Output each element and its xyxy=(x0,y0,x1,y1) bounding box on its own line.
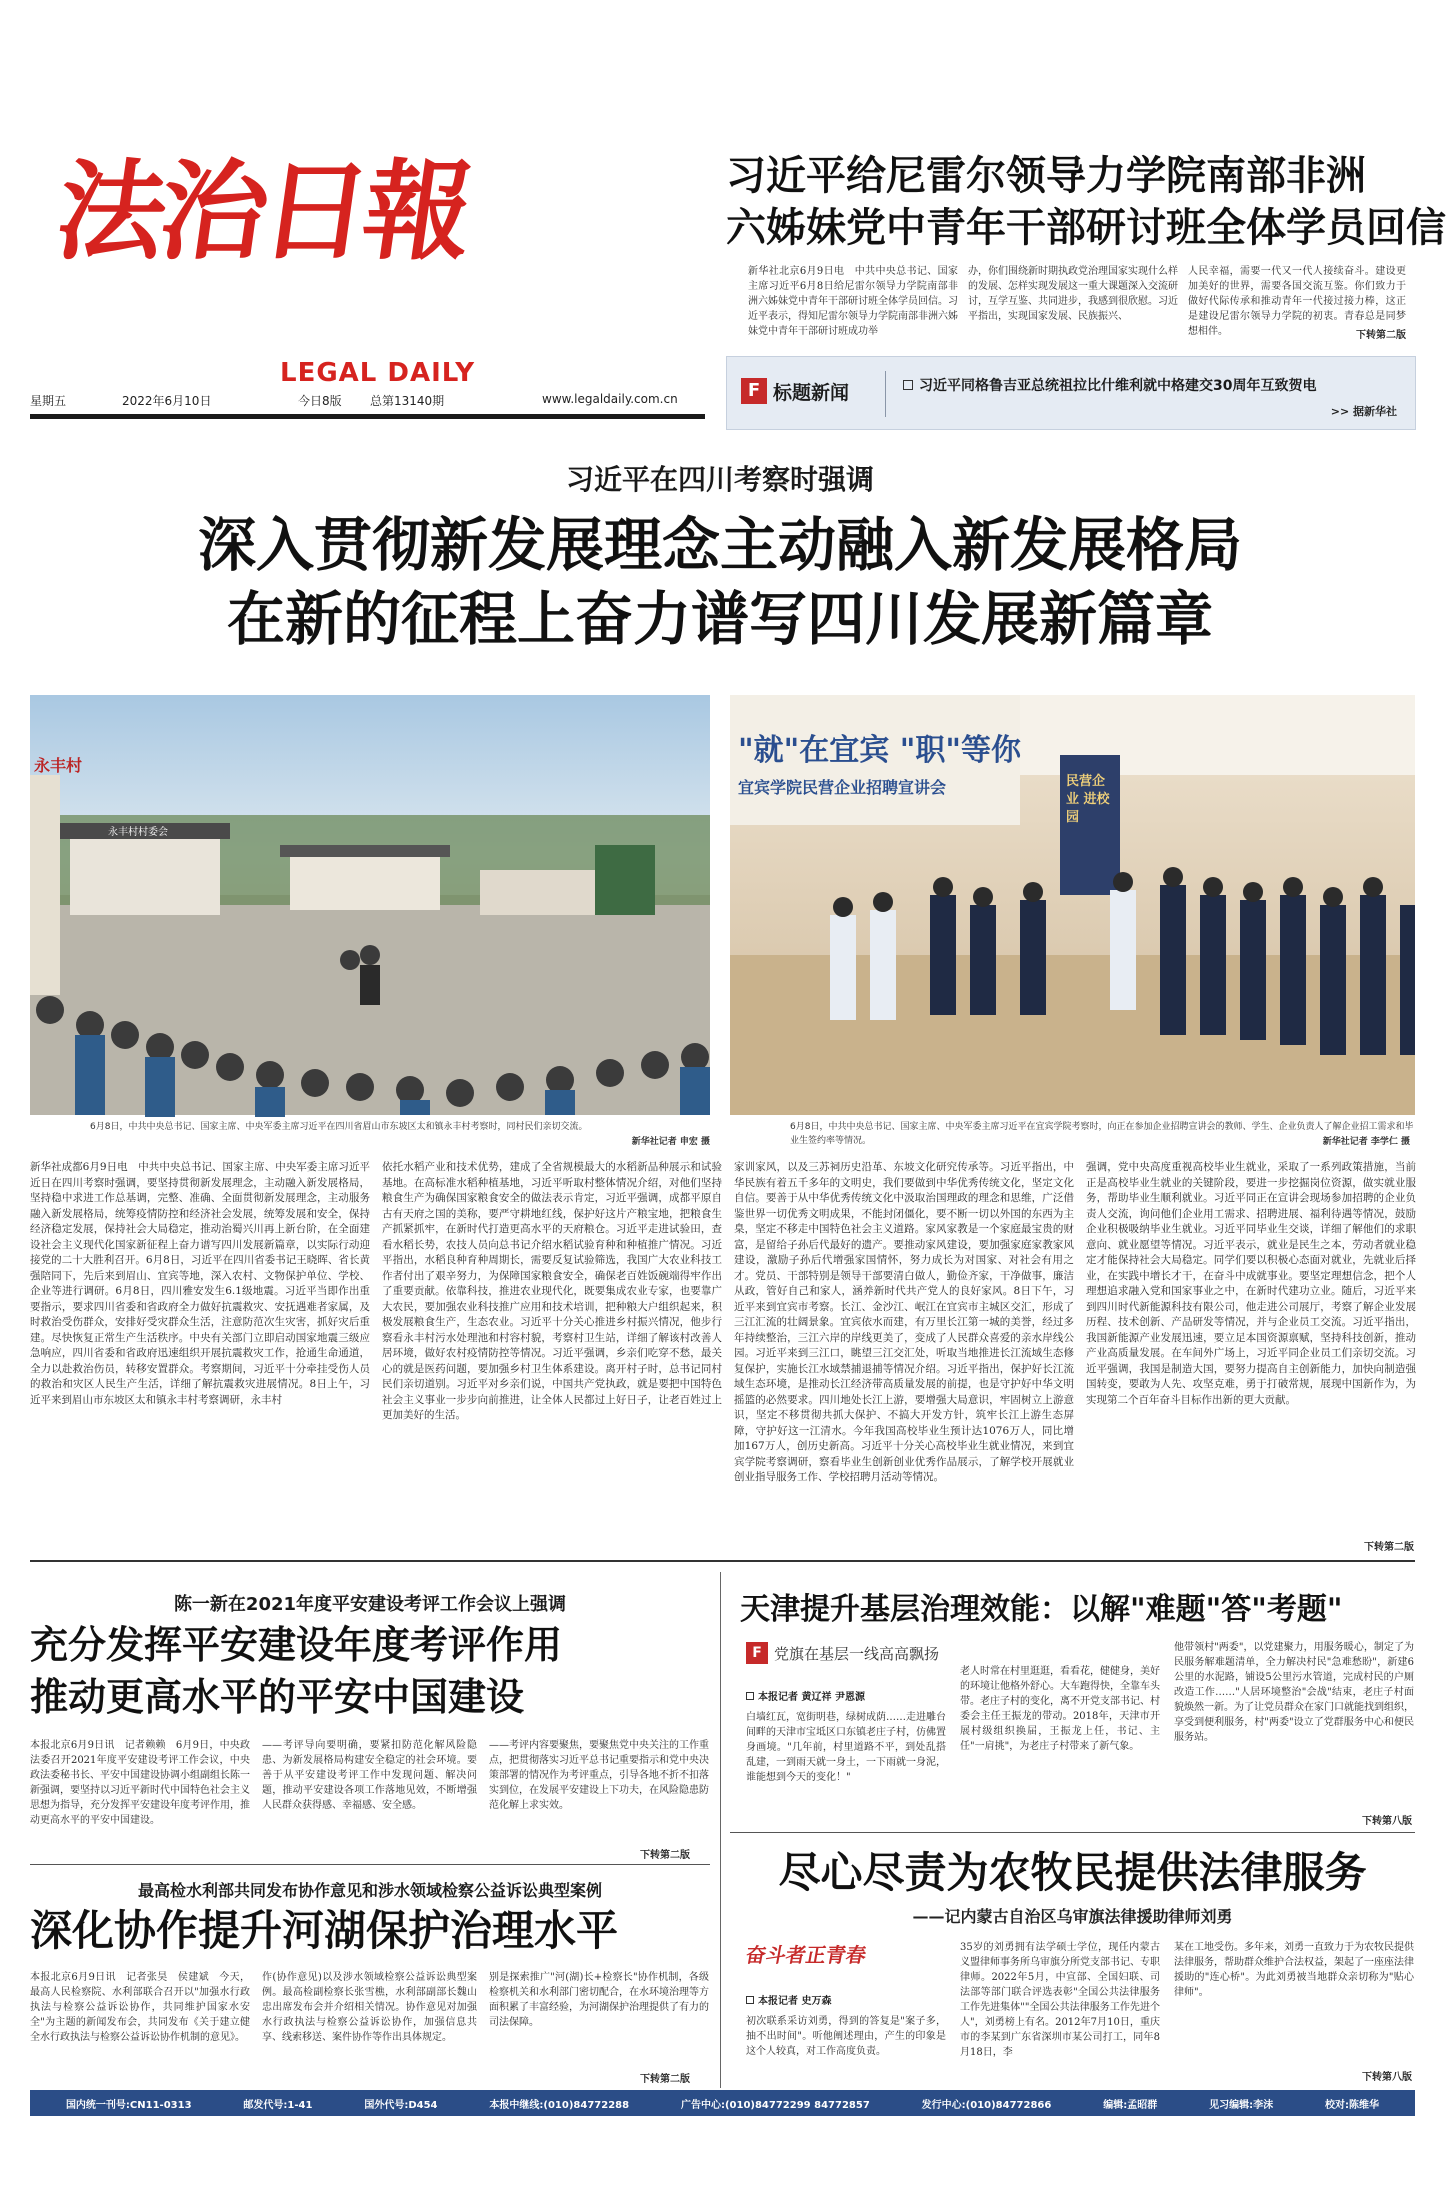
top-story-headline-1: 习近平给尼雷尔领导力学院南部非洲 xyxy=(726,152,1366,199)
masthead-title-en: LEGAL DAILY xyxy=(280,358,476,388)
lawyer-story-headline: 尽心尽责为农牧民提供法律服务 xyxy=(778,1848,1367,1897)
photo-right-credit: 新华社记者 李学仁 摄 xyxy=(1322,1137,1410,1147)
peace-story-kicker: 陈一新在2021年度平安建设考评工作会议上强调 xyxy=(173,1594,567,1615)
footer-bar xyxy=(30,2090,1415,2116)
party-flag-icon: F xyxy=(746,1642,768,1664)
main-story-col-1: 新华社成都6月9日电 中共中央总书记、国家主席、中央军委主席习近平近日在四川考察时强调，要坚持贯彻新发展理念，主动融入新发展格局，坚持稳中求进工作总基调，完整、准确、全面贯彻新发展理念，主动服务融入新发展格局，统筹疫情防控和经济社会发展，统筹发展和安全，保持经济稳定发展，保持社会大局稳定，推动治蜀兴川再上新台阶，在全面建设社会主义现代化国家新征程上奋力谱写四川发展新篇章，以实际行动迎接党的二十大胜利召开。6月8日，习近平在四川省委书记王晓晖、省长黄强陪同下，先后来到眉山、宜宾等地，深入农村、文物保护单位、学校、企业等进行调研。6月8日，四川雅安发生6.1级地震。习近平当即作出重要指示，要求四川省委和省政府全力做好抗震救灾、安抚遇难者家属，及时救治受伤群众，安排好受灾群众生活，注意防范次生灾害，抓好灾后重建。尽快恢复正常生产生活秩序。中央有关部门立即启动国家地震三级应急响应，四川省委和省政府迅速组织开展抗震救灾工作，抢通生命通道，全力以赴救治伤员，转移安置群众。考察期间，习近平十分牵挂受伤人员的救治和灾区人民生产生活，详细了解抗震救灾进展情况。8日上午，习近平来到眉山市东坡区太和镇永丰村考察调研，永丰村 xyxy=(30,1161,370,1406)
river-story-continued: 下转第二版 xyxy=(640,2074,690,2085)
main-story-kicker: 习近平在四川考察时强调 xyxy=(565,463,874,496)
peace-story-col-3: ——考评内容要聚焦，要聚焦党中央关注的工作重点，把贯彻落实习近平总书记重要指示和党中央决策部署的情况作为考评重点，引导各地不折不扣落实到位，在发展平安建设上下功夫，在风险隐患防范化解上求实效。 xyxy=(489,1740,709,1811)
tianjin-story-byline xyxy=(746,1688,865,1703)
headline-news-icon: F xyxy=(741,378,767,404)
footer-item: 国内统一刊号:CN11-0313 xyxy=(65,2099,192,2111)
top-story-col-1: 新华社北京6月9日电 中共中央总书记、国家主席习近平6月8日给尼雷尔领导力学院南部非洲六姊妹党中青年干部研讨班全体学员回信。习近平表示，得知尼雷尔领导力学院南部非洲六姊妹党中青年干部研讨班成功举 xyxy=(748,266,958,337)
headline-news-item[interactable] xyxy=(903,375,1403,395)
headline-news-label: 标题新闻 xyxy=(773,381,850,404)
photo-left-credit: 新华社记者 申宏 摄 xyxy=(631,1137,710,1147)
top-story-continued: 下转第二版 xyxy=(1356,330,1406,341)
main-story-col-3: 家训家风，以及三苏祠历史沿革、东坡文化研究传承等。习近平指出，中华民族有着五千多年的文明史，我们要做到中华优秀传统文化，坚定文化自信。要善于从中华优秀传统文化中汲取治国理政的理念和思维，广泛借鉴世界一切优秀文明成果，不能封闭僵化，要不断一切以外国的东西为主臬，坚定不移走中国特色社会主义道路。家风家教是一个家庭最宝贵的财富，是留给子孙后代最好的遗产。要推动家风建设，要加强家庭家教家风建设，激励子孙后代增强家国情怀，努力成长为对国家、对社会有用之才。党员、干部特别是领导干部要清白做人，勤俭齐家，干净做事，廉洁从政，管好自己和家人，涵养新时代共产党人的良好家风。8日下午，习近平来到宜宾市考察。长江、金沙江、岷江在宜宾市主城区交汇，形成了三江汇流的壮阔景象。宜宾依水而建，有万里长江第一城的美誉，经过多年持续整治，三江六岸的岸线更美了，变成了人民群众喜爱的亲水岸线公园。习近平来到三江口，眺望三江交汇处，听取当地推进长江流域生态修复保护，实施长江水域禁捕退捕等情况介绍。习近平指出，保护好长江流域生态环境，是推动长江经济带高质量发展的前提，也是守护好中华文明摇篮的必然要求。四川地处长江上游，要增强大局意识，牢固树立上游意识，坚定不移贯彻共抓大保护、不搞大开发方针，筑牢长江上游生态屏障，守护好这一江清水。今年我国高校毕业生预计达1076万人，同比增加167万人，创历史新高。习近平十分关心高校毕业生就业情况，来到宜宾学院考察调研，察看毕业生创新创业优秀作品展示，了解学校开展就业创业指导服务工作、学校招聘月活动等情况。 xyxy=(734,1161,1074,1483)
footer-item: 编辑:孟昭群 xyxy=(1103,2099,1158,2111)
headline-news-bar xyxy=(726,356,1416,430)
peace-story-continued: 下转第二版 xyxy=(640,1850,690,1861)
tianjin-story-badge xyxy=(746,1642,939,1664)
masthead-divider xyxy=(30,414,705,419)
headline-news-item-text: 习近平同格鲁吉亚总统祖拉比什维利就中格建交30周年互致贺电 xyxy=(919,378,1317,394)
photo-sign-village: 永丰村 xyxy=(34,756,83,775)
masthead-date: 2022年6月10日 xyxy=(122,394,212,408)
lawyer-story-byline xyxy=(746,1992,831,2007)
lawyer-story-byline-text: 本报记者 史万森 xyxy=(758,1996,832,2007)
peace-story-headline-1: 充分发挥平安建设年度考评作用 xyxy=(30,1622,563,1667)
masthead-weekday: 星期五 xyxy=(30,394,67,408)
footer-item: 校对:陈维华 xyxy=(1324,2099,1379,2111)
footer-item: 国外代号:D454 xyxy=(364,2099,438,2111)
photo-village-visit xyxy=(30,695,710,1115)
photo-wall-text: 民营企业 进校园 xyxy=(1066,774,1110,825)
vertical-divider xyxy=(720,1572,721,2088)
section-divider xyxy=(30,1560,1415,1562)
byline-square-icon xyxy=(746,1692,754,1700)
photo-right-caption: 6月8日，中共中央总书记、国家主席、中央军委主席习近平在宜宾学院考察时，向正在参加企业招聘宣讲会的教师、学生、企业负责人了解企业招工需求和毕业生签约率等情况。 xyxy=(790,1122,1414,1146)
photo-university-visit xyxy=(730,695,1415,1115)
masthead-pages: 今日8版 xyxy=(298,394,342,408)
river-story-col-1: 本报北京6月9日讯 记者张昊 侯建斌 今天，最高人民检察院、水利部联合召开以"加强水行政执法与检察公益诉讼协作，共同维护国家水安全"为主题的新闻发布会，共同发布《关于建立健全水行政执法与检察公益诉讼协作机制的意见》。 xyxy=(30,1972,250,2043)
masthead-issue: 总第13140期 xyxy=(370,394,445,408)
main-story-col-2: 依托水稻产业和技术优势，建成了全省规模最大的水稻新品种展示和试验基地。在高标准水稻种植基地，习近平听取村整体情况介绍，对他们坚持粮食生产为确保国家粮食安全的做法表示肯定，习近平强调，成都平原自古有天府之国的美称，要严守耕地红线，保护好这片产粮宝地，把粮食生产抓紧抓牢，在新时代打造更高水平的天府粮仓。习近平走进试验田，查看水稻长势，农技人员向总书记介绍水稻试验育种和种植推广情况。习近平指出，水稻良种育种周期长，需要反复试验筛选，我国广大农业科技工作者付出了艰辛努力，为保障国家粮食安全，确保老百姓饭碗端得牢作出了重要贡献。依靠科技，推进农业现代化，既要集成农业专家，也要靠广大农民，要加强农业科技推广应用和技术培训，把种粮大户组织起来，积极发展粮食生产，生态农业。习近平十分关心推进乡村振兴情况，他步行察看永丰村污水处理池和村容村貌，考察村卫生站，详细了解该村改善人居环境，做好农村疫情防控等情况。习近平强调，乡亲们吃穿不愁，最关心的就是医药问题，要加强乡村卫生体系建设。离开村子时，总书记同村民们亲切道别。习近平对乡亲们说，中国共产党执政，就是要把中国特色社会主义事业一步步向前推进，让全体人民都过上好日子，让老百姓过上更加美好的生活。 xyxy=(382,1161,722,1421)
headline-news-badge xyxy=(741,377,849,405)
headline-news-separator xyxy=(885,371,886,417)
photo-sign-building: 永丰村村委会 xyxy=(108,827,168,838)
lawyer-story-col-3: 某在工地受伤。多年来，刘勇一直致力于为农牧民提供法律服务，帮助群众维护合法权益，架起了一座座法律援助的"连心桥"。为此刘勇被当地群众亲切称为"贴心律师"。 xyxy=(1174,1942,1414,1998)
peace-story-col-1: 本报北京6月9日讯 记者赖赖 6月9日，中央政法委召开2021年度平安建设考评工作会议，中央政法委秘书长、平安中国建设协调小组副组长陈一新强调，要坚持以习近平新时代中国特色社会主义思想为指导，充分发挥平安建设年度考评作用，推动更高水平的平安中国建设。 xyxy=(30,1740,250,1826)
peace-river-divider xyxy=(30,1864,710,1865)
peace-story-headline-2: 推动更高水平的平安中国建设 xyxy=(30,1674,525,1719)
lawyer-story-continued: 下转第八版 xyxy=(1362,2072,1412,2083)
lawyer-story-col-1: 初次联系采访刘勇，得到的答复是"案子多，抽不出时间"。听他阐述理由，产生的印象是这个人较真，对工作高度负责。 xyxy=(746,2016,946,2057)
footer-item: 本报中继线:(010)84772288 xyxy=(489,2099,630,2111)
main-story-continued: 下转第二版 xyxy=(1364,1542,1414,1553)
top-story-col-3: 人民幸福，需要一代又一代人接续奋斗。建设更加美好的世界，需要各国交流互鉴。你们致力于做好代际传承和推动青年一代接过接力棒，这正是建设尼雷尔领导力学院的初衷。青春总是同梦想相伴。 xyxy=(1188,266,1406,337)
lawyer-story-subhead: ——记内蒙古自治区乌审旗法律援助律师刘勇 xyxy=(912,1907,1233,1926)
top-story-col-2: 办，你们围绕新时期执政党治理国家实现什么样的发展、怎样实现发展这一重大课题深入交流研讨，互学互鉴、共同进步，我感到很欣慰。习近平指出，实现国家发展、民族振兴、 xyxy=(968,266,1178,322)
main-story-col-4: 强调，党中央高度重视高校毕业生就业，采取了一系列政策措施，当前正是高校毕业生就业的关键阶段，要进一步挖掘岗位资源，做实就业服务，帮助毕业生顺利就业。习近平同正在宣讲会现场参加招聘的企业负责人交流，询问他们企业用工需求、招聘进展、福利待遇等情况，鼓励企业积极吸纳毕业生就业。习近平同毕业生交谈，详细了解他们的求职意向、就业愿望等情况。习近平表示，就业是民生之本，劳动者就业稳定才能保持社会大局稳定。同学们要以积极心态面对就业，先就业后择业，在实践中增长才干，在奋斗中成就事业。要坚定理想信念，把个人理想追求融入党和国家事业之中，在新时代建功立业。随后，习近平来到四川时代新能源科技有限公司，他走进公司展厅，考察了解企业发展历程、技术创新、产品研发等情况，并与企业员工交流。习近平指出，我国新能源产业发展迅速，要立足本国资源禀赋，坚持科技创新，推动产业高质量发展。在车间外广场上，习近平同企业员工们亲切交流。习近平强调，我国是制造大国，要努力提高自主创新能力，加快向制造强国转变，要敢为人先、攻坚克难，勇于打破常规，展现中国新作为，为实现第二个百年奋斗目标作出新的更大贡献。 xyxy=(1086,1161,1416,1406)
photo-banner: "就"在宜宾 "职"等你 xyxy=(738,733,1021,768)
main-story-headline-1: 深入贯彻新发展理念主动融入新发展格局 xyxy=(197,511,1242,579)
masthead-website: www.legaldaily.com.cn xyxy=(542,392,678,406)
footer-item: 见习编辑:李沫 xyxy=(1209,2099,1274,2111)
masthead-dateline xyxy=(30,392,710,414)
footer-item: 发行中心:(010)84772866 xyxy=(921,2099,1052,2111)
tianjin-story-col-1: 白墙红瓦，宽街明巷，绿树成荫……走进雕台间畔的天津市宝坻区口东镇老庄子村，仿佛置身画境。"几年前，村里道路不平，到处乱搭乱建，一到雨天就一身土，一下雨就一身泥，谁能想到今天的变化！" xyxy=(746,1712,946,1783)
river-story-col-2: 作(协作意见)以及涉水领域检察公益诉讼典型案例。最高检副检察长张雪樵，水利部副部长魏山忠出席发布会并介绍相关情况。协作意见对加强水行政执法与检察公益诉讼协作，加强信息共享、线索移送、案件协作等作出具体规定。 xyxy=(262,1972,477,2043)
masthead-title-cn: 法治日報 xyxy=(49,149,475,275)
tianjin-story-col-3: 他带领村"两委"，以党建聚力，用服务暖心，制定了为民服务解难题清单，全力解决村民"急难愁盼"，新建6公里的水泥路，铺设5公里污水管道，完成村民的户厕改造工作……"人居环境整治"会战"结束，老庄子村面貌焕然一新。为了让党员群众在家门口就能找到组织，享受到便利服务，村"两委"设立了党群服务中心和便民服务站。 xyxy=(1174,1642,1414,1743)
main-story-headline-2: 在新的征程上奋力谱写四川发展新篇章 xyxy=(226,585,1213,653)
peace-story-col-2: ——考评导向要明确，要紧扣防范化解风险隐患、为新发展格局构建安全稳定的社会环境。要善于从平安建设考评工作中发现问题、解决问题，推动平安建设各项工作落地见效，不断增强人民群众获得感、幸福感、安全感。 xyxy=(262,1740,477,1811)
river-story-headline: 深化协作提升河湖保护治理水平 xyxy=(30,1906,619,1955)
lawyer-story-badge: 奋斗者正青春 xyxy=(743,1943,869,1967)
photo-village-scene xyxy=(30,695,710,1115)
river-story-kicker: 最高检水利部共同发布协作意见和涉水领域检察公益诉讼典型案例 xyxy=(137,1881,602,1900)
tianjin-story-headline: 天津提升基层治理效能：以解"难题"答"考题" xyxy=(740,1592,1343,1627)
footer-item: 邮发代号:1-41 xyxy=(243,2099,313,2111)
tianjin-story-continued: 下转第八版 xyxy=(1362,1816,1412,1827)
lawyer-story-col-2: 35岁的刘勇拥有法学硕士学位，现任内蒙古义盟律师事务所乌审旗分所党支部书记、专职律师。2022年5月，中宣部、全国妇联、司法部等部门联合评选表彰"全国公共法律服务工作先进集体""全国公共法律服务工作先进个人"，刘勇榜上有名。2012年7月10日，重庆市的李某到广东省深圳市某公司打工，同年8月18日，李 xyxy=(960,1942,1160,2058)
top-story-headline-2: 六姊妹党中青年干部研讨班全体学员回信 xyxy=(726,204,1446,251)
photo-left-caption: 6月8日，中共中央总书记、国家主席、中央军委主席习近平在四川省眉山市东坡区太和镇永丰村考察时，同村民们亲切交流。 xyxy=(90,1122,588,1132)
checkbox-icon xyxy=(903,380,913,390)
tianjin-lawyer-divider xyxy=(730,1832,1415,1833)
top-story xyxy=(726,140,1446,341)
tianjin-story-col-2: 老人时常在村里逛逛，看看花，健健身，美好的环境让他格外舒心。大车跑得快，全靠车头带。老庄子村的变化，离不开党支部书记、村委会主任王振龙的带动。2018年，天津市开展村级组织换届，王振龙上任，书记、主任"一肩挑"，为老庄子村带来了新气象。 xyxy=(960,1666,1160,1752)
byline-square-icon xyxy=(746,1996,754,2004)
tianjin-story-byline-text: 本报记者 黄辽祥 尹恩源 xyxy=(758,1692,865,1703)
headline-news-source: >> 据新华社 xyxy=(1330,405,1397,418)
photo-banner-sub: 宜宾学院民营企业招聘宣讲会 xyxy=(738,778,947,797)
footer-item: 广告中心:(010)84772299 84772857 xyxy=(680,2099,870,2111)
tianjin-story-badge-text: 党旗在基层一线高高飘扬 xyxy=(774,1644,940,1663)
river-story-col-3: 别是探索推广"河(湖)长+检察长"协作机制，各级检察机关和水利部门密切配合，在水环境治理等方面积累了丰富经验，为河湖保护治理提供了有力的司法保障。 xyxy=(489,1972,709,2028)
